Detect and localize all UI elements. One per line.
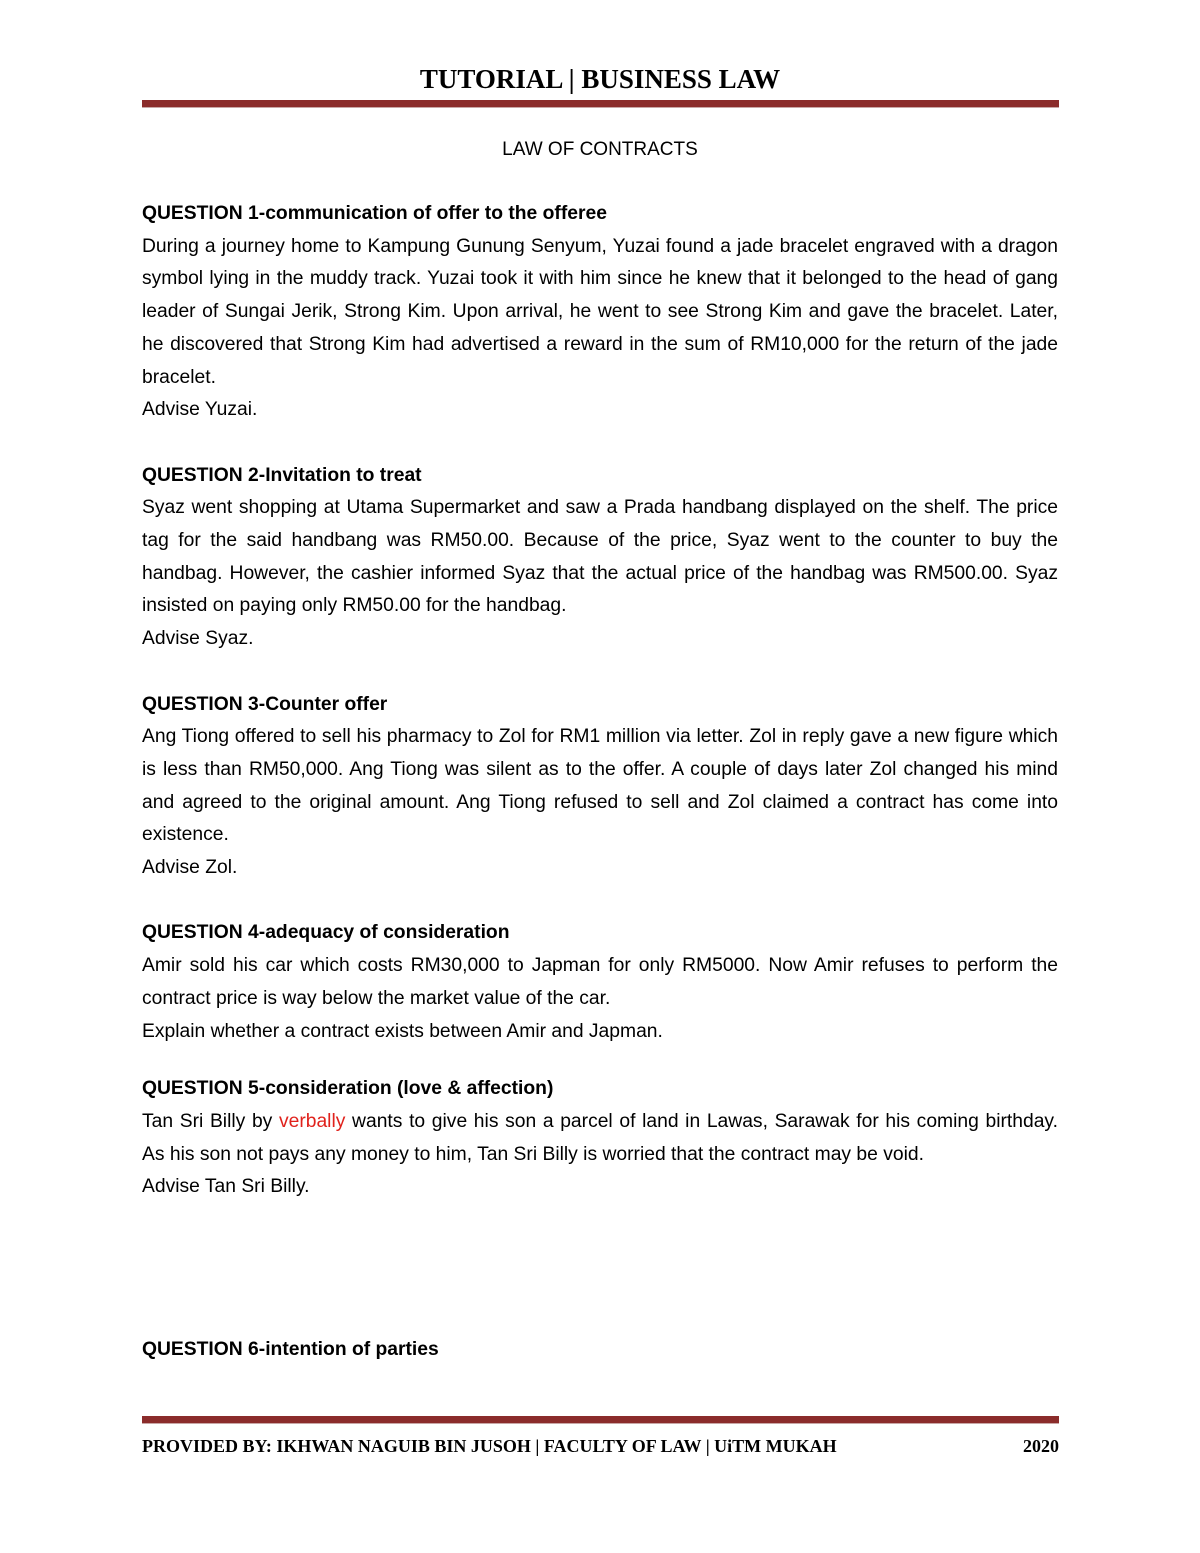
highlighted-word: verbally: [278, 1110, 346, 1132]
document-content: [142, 134, 1058, 1367]
question-6: [142, 1334, 1058, 1367]
question-instruction: Advise Yuzai.: [142, 399, 258, 421]
document-title: LAW OF CONTRACTS: [502, 139, 698, 160]
header-title: TUTORIAL | BUSINESS LAW: [419, 64, 781, 94]
question-4: [142, 917, 1058, 1048]
question-heading: QUESTION 2-Invitation to treat: [142, 464, 422, 486]
question-body-text: Tan Sri Billy by: [142, 1110, 279, 1132]
question-instruction: Advise Tan Sri Billy.: [142, 1176, 310, 1198]
question-instruction: Explain whether a contract exists between Amir and Japman.: [142, 1020, 663, 1042]
question-body: During a journey home to Kampung Gunung Senyum, Yuzai found a jade bracelet engraved with a dragon symbol lying in the muddy track. Yuzai took it with him since he knew that it belonged to the head of gang leader of Sungai Jerik, Strong Kim. Upon arrival, he went to see Strong Kim and gave the bracelet. Later, he discovered that Strong Kim had advertised a reward in the sum of RM10,000 for the return of the jade bracelet.: [142, 235, 1058, 388]
question-body-text: wants to give his son a parcel of land in Lawas, Sarawak for his coming birthday. As his son not pays any money to him, Tan Sri Billy is worried that the contract may be void.: [142, 1110, 1058, 1165]
question-instruction: Advise Syaz.: [142, 628, 254, 650]
question-body: Syaz went shopping at Utama Supermarket and saw a Prada handbang displayed on the shelf. The price tag for the said handbang was RM50.00. Because of the price, Syaz went to the counter to buy the handbag. However, the cashier informed Syaz that the actual price of the handbag was RM500.00. Syaz insisted on paying only RM50.00 for the handbag.: [142, 497, 1058, 617]
spacer: [142, 1204, 1058, 1334]
spacer: [142, 427, 1058, 460]
spacer: [142, 885, 1058, 918]
question-1: [142, 198, 1058, 427]
question-body: Ang Tiong offered to sell his pharmacy to Zol for RM1 million via letter. Zol in reply gave a new figure which is less than RM50,000. Ang Tiong was silent as to the offer. A couple of days later Zol changed his mind and agreed to the original amount. Ang Tiong refused to sell and Zol claimed a contract has come into existence.: [142, 726, 1058, 846]
question-3: [142, 689, 1058, 885]
spacer: [142, 656, 1058, 689]
question-heading: QUESTION 1-communication of offer to the offeree: [142, 203, 607, 224]
question-body: [142, 1106, 1058, 1171]
footer-rule: [142, 1416, 1059, 1424]
question-heading: QUESTION 6-intention of parties: [142, 1339, 439, 1361]
question-heading: QUESTION 5-consideration (love & affection): [142, 1078, 554, 1100]
question-heading: QUESTION 3-Counter offer: [142, 693, 388, 715]
question-body: Amir sold his car which costs RM30,000 to Japman for only RM5000. Now Amir refuses to perform the contract price is way below the market value of the car.: [142, 955, 1058, 1009]
spacer: [142, 1048, 1058, 1073]
question-heading: QUESTION 4-adequacy of consideration: [142, 922, 510, 944]
footer-provided-by: PROVIDED BY: IKHWAN NAGUIB BIN JUSOH | FACULTY OF LAW | UiTM MUKAH: [142, 1436, 837, 1456]
question-instruction: Advise Zol.: [142, 857, 238, 879]
footer: [142, 1433, 1059, 1459]
header-rule: [142, 100, 1059, 108]
question-2: [142, 460, 1058, 656]
footer-year: 2020: [1023, 1436, 1059, 1456]
question-5: [142, 1073, 1058, 1204]
